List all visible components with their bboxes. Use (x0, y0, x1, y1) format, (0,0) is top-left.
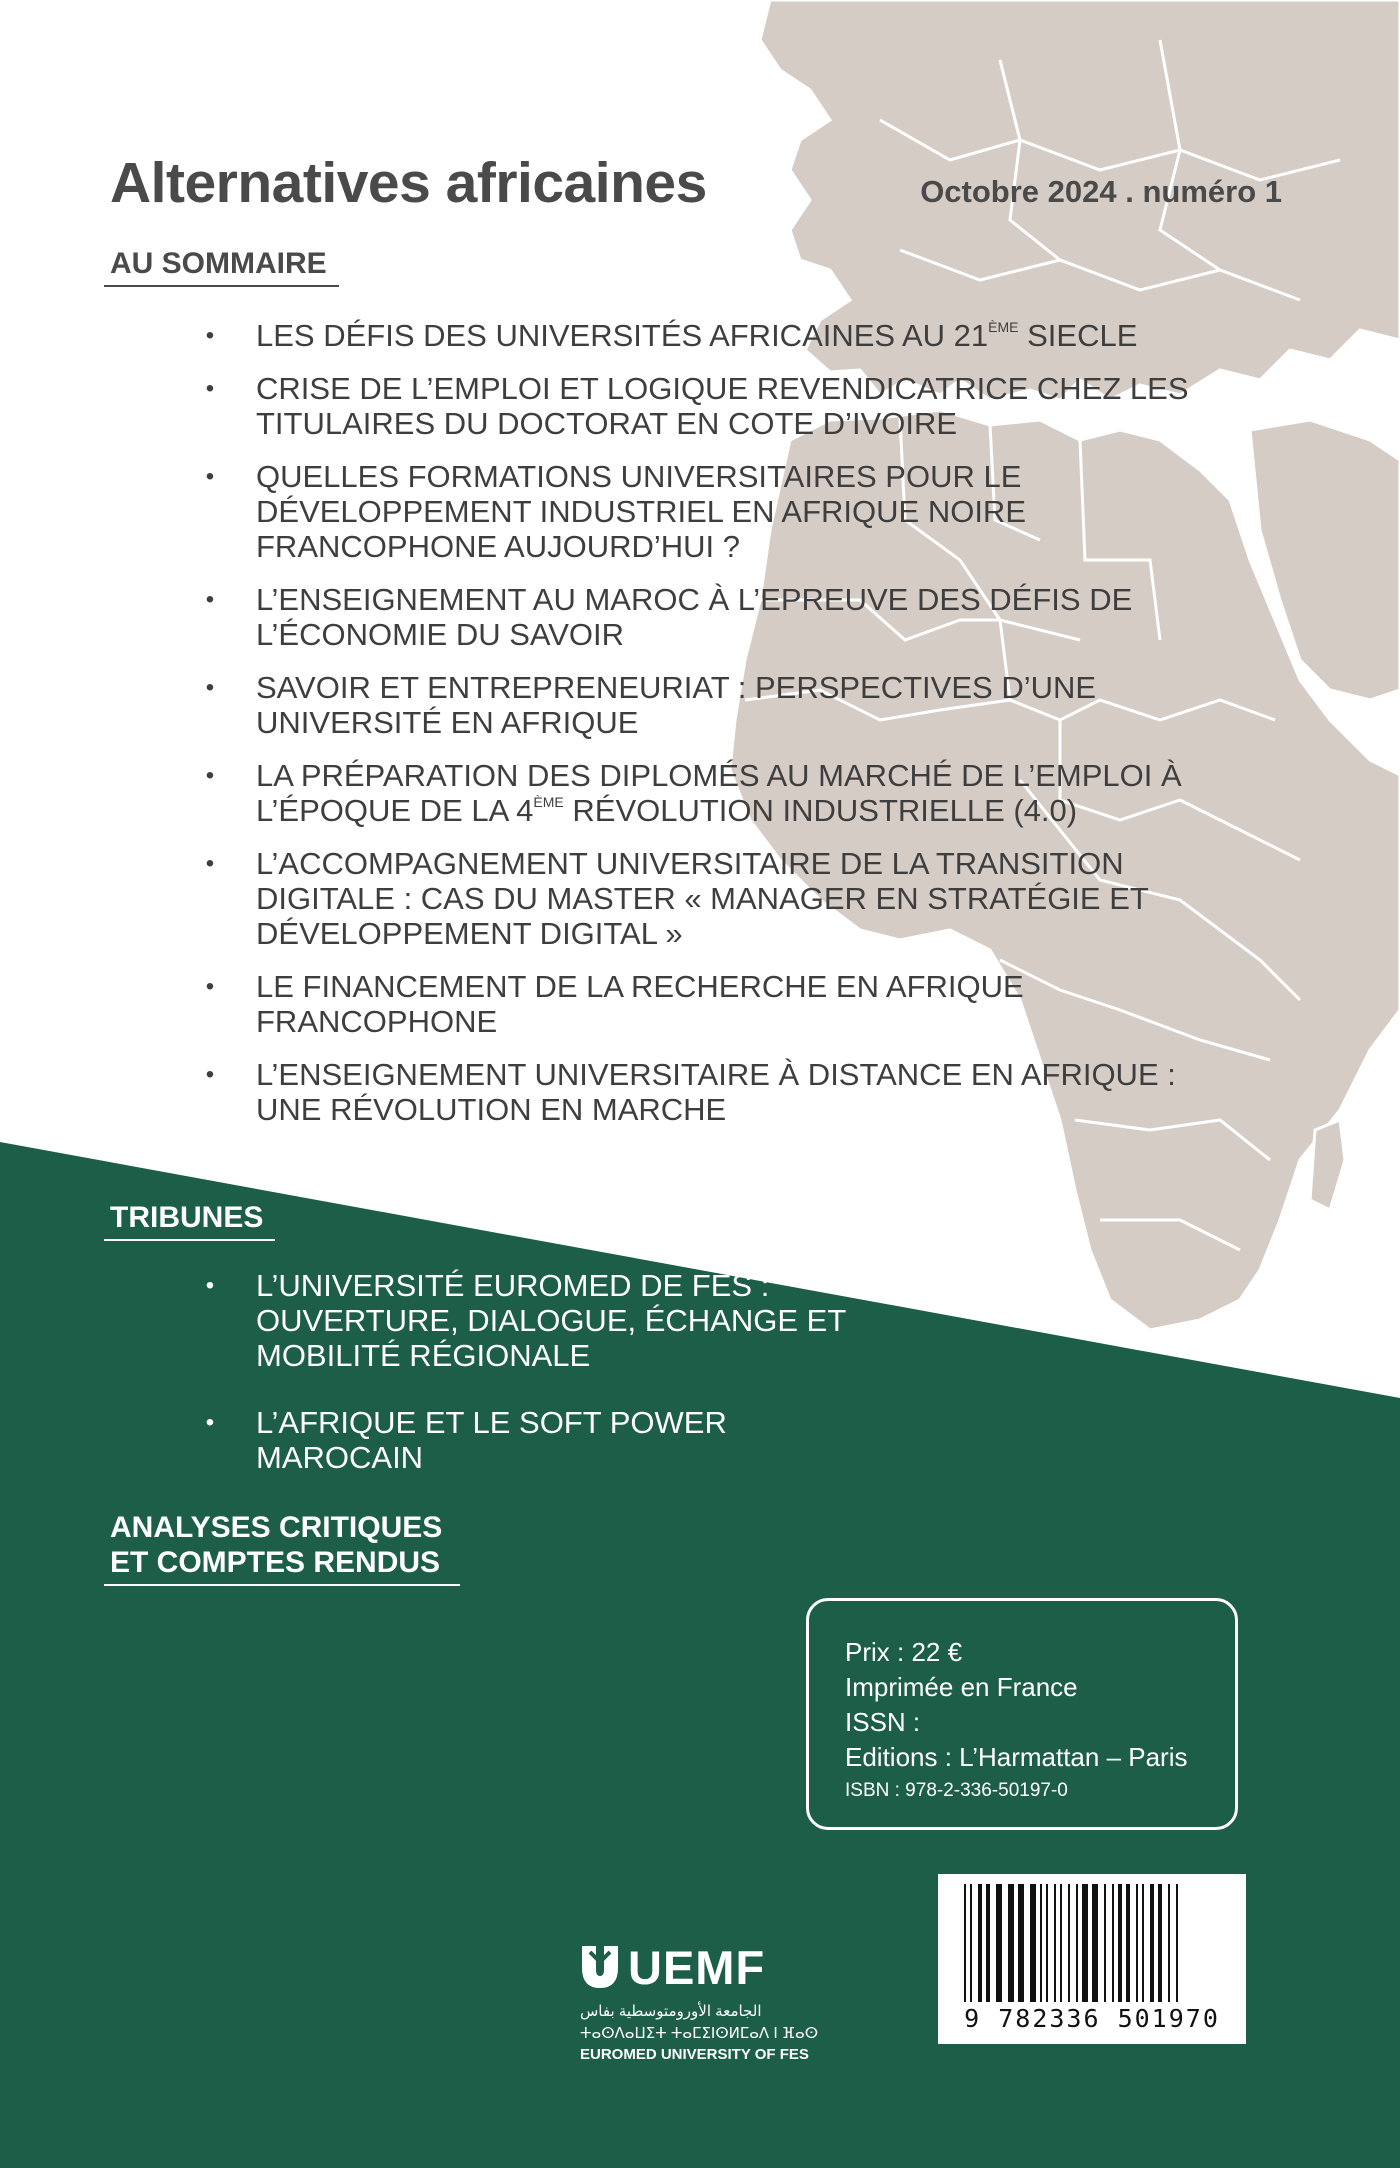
barcode-bar (1176, 1884, 1178, 2002)
sommaire-item (200, 318, 1200, 353)
bullet-icon: • (205, 762, 215, 789)
isbn: ISBN : 978-2-336-50197-0 (845, 1780, 1068, 1801)
barcode-bar (1168, 1884, 1170, 2002)
bullet-icon: • (205, 1272, 215, 1299)
bullet-icon: • (205, 463, 215, 490)
barcode-bar (1092, 1884, 1098, 2002)
analyses-heading-line1: ANALYSES CRITIQUES (110, 1511, 443, 1544)
bullet-icon: • (205, 322, 215, 349)
publisher: Editions : L’Harmattan – Paris (845, 1742, 1188, 1772)
sommaire-item (200, 758, 1200, 828)
bullet-icon: • (205, 850, 215, 877)
issue-date: Octobre 2024 . numéro 1 (920, 174, 1282, 209)
barcode-bar (1142, 1884, 1144, 2002)
sommaire-item-line: L’ÉPOQUE DE LA 4ÈME RÉVOLUTION INDUSTRIELLE (4.0) (256, 793, 1078, 828)
sommaire-item-line: DIGITALE : CAS DU MASTER « MANAGER EN STRATÉGIE ET (256, 881, 1149, 916)
sommaire-item-line: UNIVERSITÉ EN AFRIQUE (256, 705, 639, 740)
uemf-tifinagh-name: ⵜⴰⵙⴷⴰⵡⵉⵜ ⵜⴰⵎⵉⵏⵙⵍⵎⴰⴷ ⵏ ⴼⴰⵙ (580, 2025, 819, 2042)
barcode-bar (986, 1884, 990, 2002)
barcode-bar (970, 1884, 972, 2002)
sommaire-heading: AU SOMMAIRE (104, 246, 339, 287)
barcode-bar (1112, 1884, 1114, 2002)
analyses-heading (104, 1510, 460, 1586)
sommaire-item-line: CRISE DE L’EMPLOI ET LOGIQUE REVENDICATRICE CHEZ LES (256, 371, 1189, 406)
sommaire-item-line: SAVOIR ET ENTREPRENEURIAT : PERSPECTIVES D’UNE (256, 670, 1097, 705)
bullet-icon: • (205, 1409, 215, 1436)
price: Prix : 22 € (845, 1637, 963, 1667)
publication-info-box (806, 1598, 1238, 1830)
tribunes-item-line: L’AFRIQUE ET LE SOFT POWER (256, 1405, 727, 1440)
sommaire-item-line: L’ACCOMPAGNEMENT UNIVERSITAIRE DE LA TRANSITION (256, 846, 1124, 881)
barcode-bar (1068, 1884, 1070, 2002)
isbn-barcode (938, 1874, 1246, 2044)
barcode-bar (964, 1884, 966, 2002)
issn: ISSN : (845, 1707, 921, 1737)
barcode-bar (1158, 1884, 1162, 2002)
sommaire-item-line: L’ENSEIGNEMENT UNIVERSITAIRE À DISTANCE EN AFRIQUE : (256, 1057, 1176, 1092)
uemf-latin-name: EUROMED UNIVERSITY OF FES (580, 2046, 809, 2063)
uemf-name: UEMF (628, 1941, 766, 1994)
barcode-bars (960, 1884, 1224, 2002)
barcode-bar (1030, 1884, 1036, 2002)
bullet-icon: • (205, 586, 215, 613)
barcode-bar (1104, 1884, 1106, 2002)
sommaire-item-line: L’ENSEIGNEMENT AU MAROC À L’EPREUVE DES DÉFIS DE (256, 582, 1133, 617)
sommaire-item-line: UNE RÉVOLUTION EN MARCHE (256, 1092, 727, 1127)
tribunes-list (200, 1268, 900, 1507)
bullet-icon: • (205, 1061, 215, 1088)
bullet-icon: • (205, 674, 215, 701)
journal-title: Alternatives africaines (110, 151, 707, 215)
barcode-bar (1076, 1884, 1078, 2002)
barcode-digits: 9 782336 501970 (964, 2004, 1220, 2033)
sommaire-item-line: DÉVELOPPEMENT INDUSTRIEL EN AFRIQUE NOIRE (256, 494, 1026, 529)
sommaire-item (200, 846, 1200, 951)
tribunes-item-line: L’UNIVERSITÉ EUROMED DE FES : (256, 1268, 770, 1303)
barcode-bar (1046, 1884, 1048, 2002)
tribunes-item-line: OUVERTURE, DIALOGUE, ÉCHANGE ET (256, 1303, 847, 1338)
barcode-bar (1054, 1884, 1056, 2002)
sommaire-item-line: TITULAIRES DU DOCTORAT EN COTE D’IVOIRE (256, 406, 958, 441)
tribunes-item-line: MOBILITÉ RÉGIONALE (256, 1338, 591, 1373)
sommaire-item (200, 969, 1200, 1039)
sommaire-item-line: L’ÉCONOMIE DU SAVOIR (256, 617, 625, 652)
sommaire-item-line: LA PRÉPARATION DES DIPLOMÉS AU MARCHÉ DE L’EMPLOI À (256, 758, 1182, 793)
sommaire-list (200, 318, 1200, 1145)
sommaire-item (200, 371, 1200, 441)
sommaire-item (200, 670, 1200, 740)
barcode-bar (1118, 1884, 1122, 2002)
printed-in: Imprimée en France (845, 1672, 1078, 1702)
sommaire-item-line: FRANCOPHONE AUJOURD’HUI ? (256, 529, 740, 564)
uemf-arabic-name: الجامعة الأورومتوسطية بفاس (580, 2003, 762, 2020)
barcode-bar (996, 1884, 1002, 2002)
sommaire-item (200, 1057, 1200, 1127)
sommaire-item-line: FRANCOPHONE (256, 1004, 498, 1039)
barcode-bar (1150, 1884, 1154, 2002)
barcode-bar (1136, 1884, 1138, 2002)
tribunes-item (200, 1268, 900, 1373)
sommaire-item-line: QUELLES FORMATIONS UNIVERSITAIRES POUR LE (256, 459, 1022, 494)
tribunes-heading: TRIBUNES (104, 1200, 275, 1241)
barcode-bar (1018, 1884, 1024, 2002)
barcode-bar (1082, 1884, 1088, 2002)
analyses-heading-line2: ET COMPTES RENDUS (110, 1546, 441, 1579)
barcode-bar (1040, 1884, 1042, 2002)
tribunes-item-line: MAROCAIN (256, 1440, 424, 1475)
bullet-icon: • (205, 375, 215, 402)
uemf-emblem-icon (580, 1944, 620, 1990)
barcode-bar (1126, 1884, 1130, 2002)
barcode-bar (1008, 1884, 1014, 2002)
barcode-bar (1060, 1884, 1062, 2002)
sommaire-item (200, 582, 1200, 652)
sommaire-item (200, 459, 1200, 564)
tribunes-item (200, 1405, 900, 1475)
barcode-bar (978, 1884, 982, 2002)
sommaire-item-line: LES DÉFIS DES UNIVERSITÉS AFRICAINES AU 21ÈME SIECLE (256, 318, 1138, 353)
sommaire-item-line: DÉVELOPPEMENT DIGITAL » (256, 916, 683, 951)
bullet-icon: • (205, 973, 215, 1000)
sommaire-item-line: LE FINANCEMENT DE LA RECHERCHE EN AFRIQUE (256, 969, 1024, 1004)
